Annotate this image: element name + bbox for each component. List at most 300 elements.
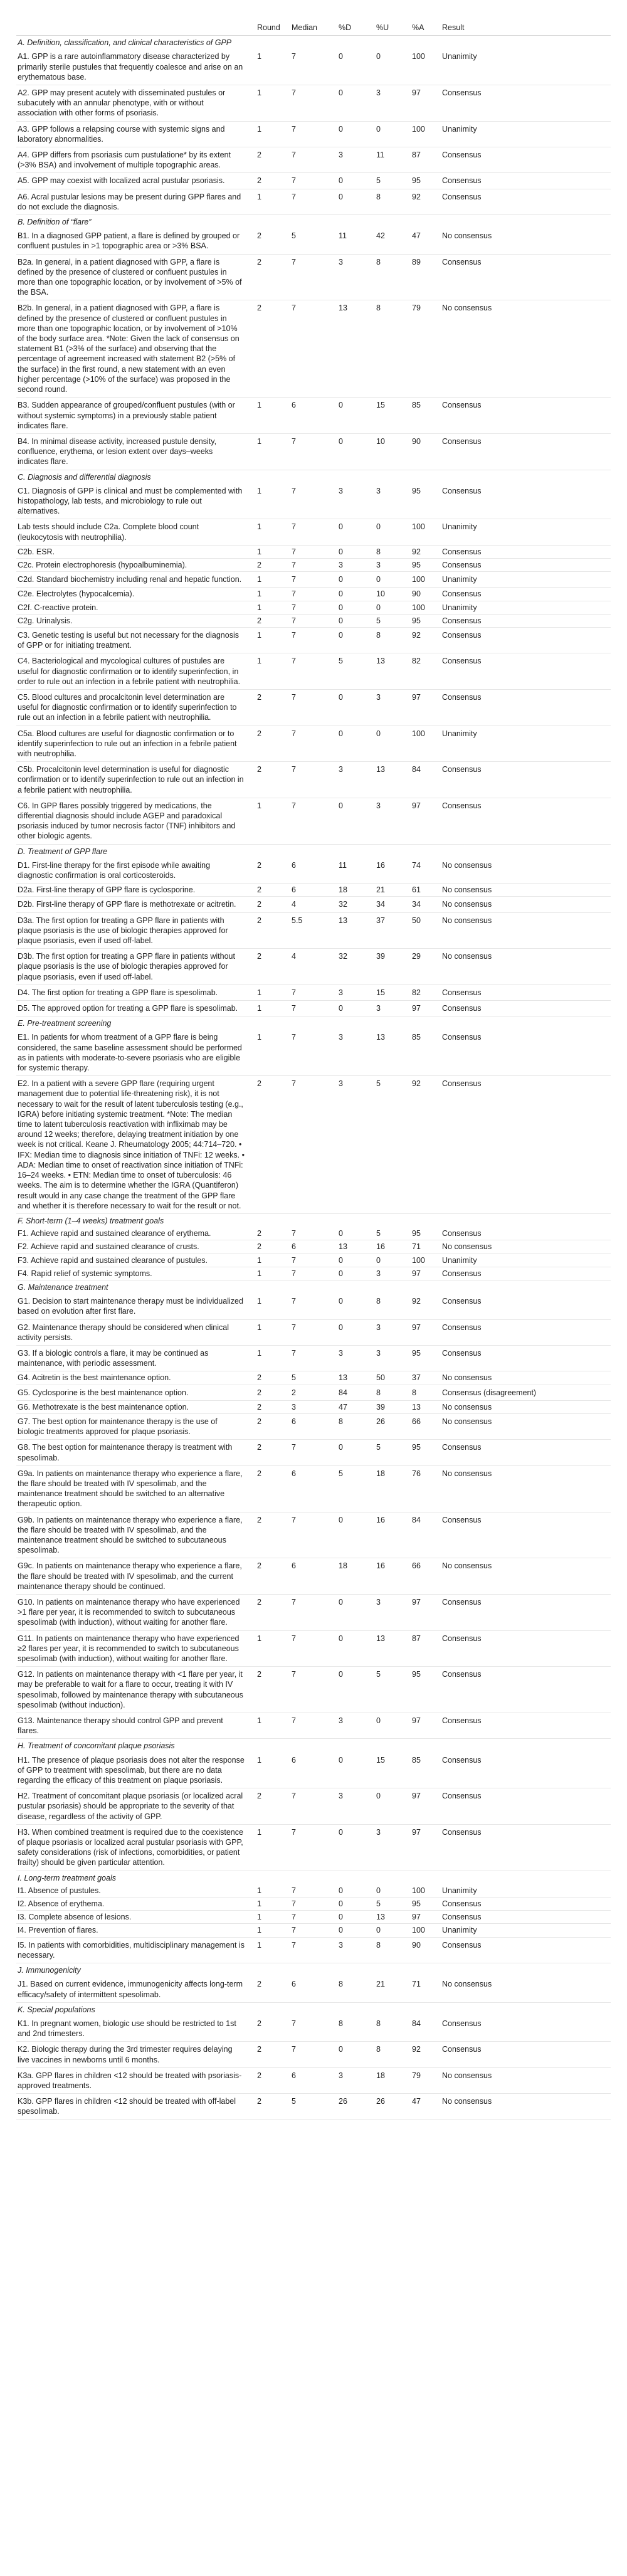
section-heading bbox=[16, 1280, 611, 1294]
disagree-cell: 13 bbox=[335, 912, 372, 949]
undecided-cell: 15 bbox=[372, 984, 408, 1000]
round-cell: 2 bbox=[253, 689, 288, 726]
agree-cell: 92 bbox=[408, 627, 438, 653]
result-cell: Consensus bbox=[438, 1595, 611, 1631]
table-row bbox=[16, 519, 611, 545]
median-cell: 5 bbox=[288, 228, 335, 254]
undecided-cell: 0 bbox=[372, 1788, 408, 1825]
agree-cell: 92 bbox=[408, 1294, 438, 1319]
table-row bbox=[16, 614, 611, 627]
round-cell: 1 bbox=[253, 1824, 288, 1871]
undecided-cell: 26 bbox=[372, 2094, 408, 2119]
section-title: B. Definition of “flare” bbox=[18, 218, 92, 227]
undecided-cell: 8 bbox=[372, 254, 408, 300]
agree-cell: 92 bbox=[408, 1076, 438, 1214]
result-cell: Consensus bbox=[438, 483, 611, 519]
statement-cell: C3. Genetic testing is useful but not necessary for the diagnosis of GPP or for initiating treatment. bbox=[16, 627, 253, 653]
table-row bbox=[16, 1030, 611, 1075]
undecided-cell: 3 bbox=[372, 1595, 408, 1631]
agree-cell: 87 bbox=[408, 1630, 438, 1667]
statement-cell: H1. The presence of plaque psoriasis does not alter the response of GPP to treatment with spesolimab, but there are no data regarding the efficacy of this treatment on plaque psoriasis. bbox=[16, 1753, 253, 1788]
round-cell: 1 bbox=[253, 1911, 288, 1924]
table-row bbox=[16, 398, 611, 434]
agree-cell: 97 bbox=[408, 798, 438, 844]
result-cell: Unanimity bbox=[438, 1884, 611, 1898]
disagree-cell: 0 bbox=[335, 1294, 372, 1319]
result-cell: Unanimity bbox=[438, 1924, 611, 1937]
median-cell: 7 bbox=[288, 121, 335, 147]
statement-cell: B2a. In general, in a patient diagnosed with GPP, a flare is defined by the presence of clustered or confluent pustules in more than one topographic location, or by involvement of >5% of the BSA. bbox=[16, 254, 253, 300]
table-row bbox=[16, 984, 611, 1000]
agree-cell: 97 bbox=[408, 689, 438, 726]
disagree-cell: 0 bbox=[335, 1898, 372, 1911]
median-cell: 7 bbox=[288, 173, 335, 189]
undecided-cell: 5 bbox=[372, 1440, 408, 1465]
disagree-cell: 0 bbox=[335, 1254, 372, 1267]
statement-cell: G8. The best option for maintenance therapy is treatment with spesolimab. bbox=[16, 1440, 253, 1465]
result-cell: Consensus bbox=[438, 1512, 611, 1558]
round-cell: 1 bbox=[253, 588, 288, 601]
median-cell: 6 bbox=[288, 1977, 335, 2002]
round-cell: 1 bbox=[253, 545, 288, 558]
disagree-cell: 18 bbox=[335, 884, 372, 897]
statement-cell: C4. Bacteriological and mycological cultures of pustules are useful for diagnostic confirmation or to identify superinfection, in order to rule out an infection in a febrile patient with neutrophilia. bbox=[16, 653, 253, 690]
round-cell: 1 bbox=[253, 49, 288, 85]
agree-cell: 79 bbox=[408, 2067, 438, 2093]
result-cell: Consensus bbox=[438, 653, 611, 690]
median-cell: 7 bbox=[288, 1924, 335, 1937]
section-heading bbox=[16, 36, 611, 50]
table-row bbox=[16, 1667, 611, 1713]
statement-cell: J1. Based on current evidence, immunogenicity affects long-term efficacy/safety of intermittent spesolimab. bbox=[16, 1977, 253, 2002]
section-title: A. Definition, classification, and clinical characteristics of GPP bbox=[18, 38, 232, 48]
disagree-cell: 0 bbox=[335, 2042, 372, 2067]
result-cell: Consensus bbox=[438, 1294, 611, 1319]
disagree-cell: 3 bbox=[335, 147, 372, 173]
undecided-cell: 5 bbox=[372, 1076, 408, 1214]
result-cell: No consensus bbox=[438, 858, 611, 884]
undecided-cell: 0 bbox=[372, 121, 408, 147]
table-row bbox=[16, 1512, 611, 1558]
undecided-cell: 0 bbox=[372, 1884, 408, 1898]
section-title: F. Short-term (1–4 weeks) treatment goals bbox=[18, 1216, 164, 1225]
table-row bbox=[16, 1465, 611, 1512]
median-cell: 7 bbox=[288, 1898, 335, 1911]
table-row bbox=[16, 1884, 611, 1898]
round-cell: 2 bbox=[253, 254, 288, 300]
agree-cell: 92 bbox=[408, 2042, 438, 2067]
agree-cell: 71 bbox=[408, 1240, 438, 1254]
agree-cell: 50 bbox=[408, 912, 438, 949]
result-cell: Consensus bbox=[438, 1753, 611, 1788]
section-title: J. Immunogenicity bbox=[18, 1966, 81, 1975]
table-row bbox=[16, 884, 611, 897]
result-cell: Consensus bbox=[438, 1001, 611, 1016]
statement-cell: C2c. Protein electrophoresis (hypoalbuminemia). bbox=[16, 558, 253, 571]
result-cell: Consensus bbox=[438, 433, 611, 470]
table-row bbox=[16, 2067, 611, 2093]
disagree-cell: 0 bbox=[335, 614, 372, 627]
round-cell: 2 bbox=[253, 1465, 288, 1512]
result-cell: Consensus bbox=[438, 1667, 611, 1713]
header-disagree: %D bbox=[335, 21, 372, 36]
section-heading bbox=[16, 1871, 611, 1884]
statement-cell: D2a. First-line therapy of GPP flare is cyclosporine. bbox=[16, 884, 253, 897]
statement-cell: D2b. First-line therapy of GPP flare is methotrexate or acitretin. bbox=[16, 897, 253, 912]
statement-cell: D3a. The first option for treating a GPP flare in patients with plaque psoriasis is the use of biologic therapies approved for plaque psoriasis, even if used off-label. bbox=[16, 912, 253, 949]
result-cell: Consensus bbox=[438, 1824, 611, 1871]
table-row bbox=[16, 1227, 611, 1240]
median-cell: 7 bbox=[288, 1630, 335, 1667]
disagree-cell: 3 bbox=[335, 558, 372, 571]
disagree-cell: 0 bbox=[335, 798, 372, 844]
result-cell: Unanimity bbox=[438, 572, 611, 588]
result-cell: Consensus bbox=[438, 798, 611, 844]
round-cell: 1 bbox=[253, 519, 288, 545]
median-cell: 7 bbox=[288, 614, 335, 627]
round-cell: 1 bbox=[253, 1713, 288, 1739]
table-body bbox=[16, 36, 611, 2119]
statement-cell: C5a. Blood cultures are useful for diagnostic confirmation or to identify superinfection to rule out an infection in a febrile patient with neutrophilia. bbox=[16, 726, 253, 762]
median-cell: 7 bbox=[288, 2016, 335, 2042]
round-cell: 1 bbox=[253, 1345, 288, 1371]
disagree-cell: 0 bbox=[335, 1319, 372, 1345]
median-cell: 3 bbox=[288, 1400, 335, 1413]
round-cell: 2 bbox=[253, 1788, 288, 1825]
statement-cell: G2. Maintenance therapy should be considered when clinical activity persists. bbox=[16, 1319, 253, 1345]
round-cell: 2 bbox=[253, 949, 288, 985]
disagree-cell: 0 bbox=[335, 1824, 372, 1871]
statement-cell: G7. The best option for maintenance therapy is the use of biologic treatments approved for plaque psoriasis. bbox=[16, 1413, 253, 1439]
result-cell: Consensus bbox=[438, 1319, 611, 1345]
statement-cell: G11. In patients on maintenance therapy who have experienced ≥2 flares per year, it is recommended to switch to subcutaneous spesolimab (with induction), without waiting for another flare. bbox=[16, 1630, 253, 1667]
disagree-cell: 8 bbox=[335, 1977, 372, 2002]
undecided-cell: 15 bbox=[372, 398, 408, 434]
statement-cell: C2e. Electrolytes (hypocalcemia). bbox=[16, 588, 253, 601]
round-cell: 1 bbox=[253, 1254, 288, 1267]
statement-cell: I4. Prevention of flares. bbox=[16, 1924, 253, 1937]
median-cell: 7 bbox=[288, 1076, 335, 1214]
disagree-cell: 0 bbox=[335, 545, 372, 558]
median-cell: 7 bbox=[288, 572, 335, 588]
round-cell: 1 bbox=[253, 1630, 288, 1667]
undecided-cell: 0 bbox=[372, 601, 408, 614]
result-cell: Consensus bbox=[438, 1345, 611, 1371]
undecided-cell: 8 bbox=[372, 2042, 408, 2067]
median-cell: 7 bbox=[288, 627, 335, 653]
median-cell: 7 bbox=[288, 1937, 335, 1963]
undecided-cell: 3 bbox=[372, 689, 408, 726]
disagree-cell: 47 bbox=[335, 1400, 372, 1413]
result-cell: Consensus bbox=[438, 1911, 611, 1924]
table-row bbox=[16, 572, 611, 588]
section-title: H. Treatment of concomitant plaque psoriasis bbox=[18, 1741, 175, 1751]
disagree-cell: 11 bbox=[335, 228, 372, 254]
disagree-cell: 3 bbox=[335, 254, 372, 300]
agree-cell: 97 bbox=[408, 1824, 438, 1871]
statement-cell: A5. GPP may coexist with localized acral pustular psoriasis. bbox=[16, 173, 253, 189]
agree-cell: 95 bbox=[408, 1345, 438, 1371]
round-cell: 2 bbox=[253, 897, 288, 912]
undecided-cell: 0 bbox=[372, 1713, 408, 1739]
statement-cell: D3b. The first option for treating a GPP flare in patients without plaque psoriasis is the use of biologic therapies approved for plaque psoriasis, even if used off-label. bbox=[16, 949, 253, 985]
disagree-cell: 11 bbox=[335, 858, 372, 884]
disagree-cell: 0 bbox=[335, 627, 372, 653]
median-cell: 6 bbox=[288, 398, 335, 434]
header-round: Round bbox=[253, 21, 288, 36]
table-row bbox=[16, 545, 611, 558]
median-cell: 6 bbox=[288, 1240, 335, 1254]
disagree-cell: 5 bbox=[335, 653, 372, 690]
round-cell: 2 bbox=[253, 614, 288, 627]
statement-cell: G3. If a biologic controls a flare, it may be continued as maintenance, with periodic assessment. bbox=[16, 1345, 253, 1371]
result-cell: Consensus bbox=[438, 1898, 611, 1911]
section-title: D. Treatment of GPP flare bbox=[18, 847, 108, 856]
disagree-cell: 0 bbox=[335, 689, 372, 726]
agree-cell: 97 bbox=[408, 1788, 438, 1825]
undecided-cell: 0 bbox=[372, 572, 408, 588]
statement-cell: G9c. In patients on maintenance therapy who experience a flare, the flare should be treated with IV spesolimab, and the current maintenance therapy should be continued. bbox=[16, 1558, 253, 1595]
statement-cell: C2b. ESR. bbox=[16, 545, 253, 558]
round-cell: 2 bbox=[253, 1558, 288, 1595]
agree-cell: 47 bbox=[408, 2094, 438, 2119]
section-title: E. Pre-treatment screening bbox=[18, 1019, 112, 1028]
header-undecided: %U bbox=[372, 21, 408, 36]
round-cell: 2 bbox=[253, 1227, 288, 1240]
disagree-cell: 0 bbox=[335, 601, 372, 614]
header-result: Result bbox=[438, 21, 611, 36]
round-cell: 2 bbox=[253, 1240, 288, 1254]
result-cell: Consensus bbox=[438, 1227, 611, 1240]
agree-cell: 76 bbox=[408, 1465, 438, 1512]
round-cell: 2 bbox=[253, 1512, 288, 1558]
result-cell: Consensus bbox=[438, 984, 611, 1000]
round-cell: 1 bbox=[253, 1267, 288, 1280]
statement-cell: E2. In a patient with a severe GPP flare (requiring urgent management due to potential life-threatening risk), it is not necessary to wait for the result of latent tuberculosis testing (e.g., IGRA) before initiating systemic treatment. *Note: The median time to latent tuberculosis reactivation with infliximab may be around 12 weeks; therefore, delaying treatment initiation by one week is not critical. Keane J. Rheumatology 2005; 44:714–720. • IFX: Median time to diagnosis since initiation of TNFi: 12 weeks. • ADA: Median time to onset of reactivation since initiation of TNFi: 16–24 weeks. • ETN: Median time to onset of tuberculosis: 46 weeks. The aim is to determine whether the IGRA (Quantiferon) result would in any case change the treatment of the GPP flare and whether it is therefore necessary to wait for the result or not. bbox=[16, 1076, 253, 1214]
agree-cell: 82 bbox=[408, 653, 438, 690]
disagree-cell: 26 bbox=[335, 2094, 372, 2119]
agree-cell: 100 bbox=[408, 601, 438, 614]
result-cell: Consensus bbox=[438, 254, 611, 300]
undecided-cell: 0 bbox=[372, 1924, 408, 1937]
statement-cell: D5. The approved option for treating a GPP flare is spesolimab. bbox=[16, 1001, 253, 1016]
result-cell: No consensus bbox=[438, 1465, 611, 1512]
result-cell: No consensus bbox=[438, 1413, 611, 1439]
disagree-cell: 84 bbox=[335, 1385, 372, 1400]
undecided-cell: 0 bbox=[372, 49, 408, 85]
result-cell: Consensus bbox=[438, 558, 611, 571]
disagree-cell: 0 bbox=[335, 1667, 372, 1713]
agree-cell: 61 bbox=[408, 884, 438, 897]
agree-cell: 90 bbox=[408, 588, 438, 601]
table-row bbox=[16, 85, 611, 122]
agree-cell: 71 bbox=[408, 1977, 438, 2002]
round-cell: 1 bbox=[253, 1884, 288, 1898]
statement-cell: A6. Acral pustular lesions may be present during GPP flares and do not exclude the diagnosis. bbox=[16, 189, 253, 214]
median-cell: 7 bbox=[288, 519, 335, 545]
table-row bbox=[16, 49, 611, 85]
statement-cell: B1. In a diagnosed GPP patient, a flare is defined by grouped or confluent pustules in >1 topographic area or >3% BSA. bbox=[16, 228, 253, 254]
agree-cell: 84 bbox=[408, 762, 438, 798]
median-cell: 7 bbox=[288, 1001, 335, 1016]
statement-cell: C5. Blood cultures and procalcitonin level determination are useful for diagnostic confirmation or to identify superinfection to rule out an infection in a febrile patient with neutrophilia. bbox=[16, 689, 253, 726]
median-cell: 7 bbox=[288, 545, 335, 558]
table-row bbox=[16, 1385, 611, 1400]
table-row bbox=[16, 1294, 611, 1319]
disagree-cell: 0 bbox=[335, 49, 372, 85]
undecided-cell: 13 bbox=[372, 1630, 408, 1667]
table-row bbox=[16, 1788, 611, 1825]
section-heading bbox=[16, 1016, 611, 1030]
table-row bbox=[16, 798, 611, 844]
result-cell: No consensus bbox=[438, 1371, 611, 1385]
undecided-cell: 8 bbox=[372, 1294, 408, 1319]
undecided-cell: 21 bbox=[372, 1977, 408, 2002]
undecided-cell: 13 bbox=[372, 653, 408, 690]
statement-cell: A3. GPP follows a relapsing course with systemic signs and laboratory abnormalities. bbox=[16, 121, 253, 147]
agree-cell: 97 bbox=[408, 1713, 438, 1739]
median-cell: 7 bbox=[288, 300, 335, 398]
median-cell: 7 bbox=[288, 189, 335, 214]
result-cell: Consensus bbox=[438, 1076, 611, 1214]
median-cell: 7 bbox=[288, 1824, 335, 1871]
table-row bbox=[16, 1254, 611, 1267]
statement-cell: K3b. GPP flares in children <12 should be treated with off-label spesolimab. bbox=[16, 2094, 253, 2119]
result-cell: Consensus bbox=[438, 189, 611, 214]
undecided-cell: 11 bbox=[372, 147, 408, 173]
statement-cell: G10. In patients on maintenance therapy who have experienced >1 flare per year, it is recommended to switch to subcutaneous spesolimab (with induction), without waiting for another flare. bbox=[16, 1595, 253, 1631]
median-cell: 7 bbox=[288, 1267, 335, 1280]
median-cell: 7 bbox=[288, 1595, 335, 1631]
result-cell: Unanimity bbox=[438, 601, 611, 614]
agree-cell: 97 bbox=[408, 1595, 438, 1631]
table-row bbox=[16, 228, 611, 254]
statement-cell: C1. Diagnosis of GPP is clinical and must be complemented with histopathology, lab tests, and microbiology to rule out alternatives. bbox=[16, 483, 253, 519]
disagree-cell: 5 bbox=[335, 1465, 372, 1512]
median-cell: 7 bbox=[288, 1294, 335, 1319]
round-cell: 1 bbox=[253, 572, 288, 588]
statement-cell: I5. In patients with comorbidities, multidisciplinary management is necessary. bbox=[16, 1937, 253, 1963]
undecided-cell: 34 bbox=[372, 897, 408, 912]
disagree-cell: 0 bbox=[335, 1753, 372, 1788]
round-cell: 1 bbox=[253, 483, 288, 519]
undecided-cell: 5 bbox=[372, 614, 408, 627]
table-row bbox=[16, 1713, 611, 1739]
section-title: C. Diagnosis and differential diagnosis bbox=[18, 472, 151, 482]
agree-cell: 85 bbox=[408, 398, 438, 434]
disagree-cell: 8 bbox=[335, 2016, 372, 2042]
round-cell: 2 bbox=[253, 1595, 288, 1631]
undecided-cell: 3 bbox=[372, 483, 408, 519]
disagree-cell: 0 bbox=[335, 1911, 372, 1924]
median-cell: 7 bbox=[288, 254, 335, 300]
result-cell: Consensus bbox=[438, 545, 611, 558]
round-cell: 2 bbox=[253, 1371, 288, 1385]
agree-cell: 66 bbox=[408, 1558, 438, 1595]
table-row bbox=[16, 1753, 611, 1788]
median-cell: 7 bbox=[288, 1713, 335, 1739]
statement-cell: B4. In minimal disease activity, increased pustule density, confluence, erythema, or lesion extent over days–weeks indicates flare. bbox=[16, 433, 253, 470]
disagree-cell: 0 bbox=[335, 1512, 372, 1558]
undecided-cell: 3 bbox=[372, 1345, 408, 1371]
table-row bbox=[16, 300, 611, 398]
median-cell: 7 bbox=[288, 984, 335, 1000]
disagree-cell: 13 bbox=[335, 300, 372, 398]
result-cell: No consensus bbox=[438, 949, 611, 985]
median-cell: 7 bbox=[288, 1667, 335, 1713]
statement-cell: E1. In patients for whom treatment of a GPP flare is being considered, the same baseline assessment should be performed as in patients with moderate-to-severe psoriasis who are eligible for systemic therapy. bbox=[16, 1030, 253, 1075]
result-cell: No consensus bbox=[438, 1400, 611, 1413]
round-cell: 2 bbox=[253, 762, 288, 798]
header-statement bbox=[16, 21, 253, 36]
table-row bbox=[16, 897, 611, 912]
undecided-cell: 8 bbox=[372, 545, 408, 558]
undecided-cell: 5 bbox=[372, 173, 408, 189]
agree-cell: 100 bbox=[408, 1924, 438, 1937]
disagree-cell: 0 bbox=[335, 189, 372, 214]
table-row bbox=[16, 1898, 611, 1911]
median-cell: 5.5 bbox=[288, 912, 335, 949]
agree-cell: 100 bbox=[408, 519, 438, 545]
table-row bbox=[16, 1319, 611, 1345]
result-cell: No consensus bbox=[438, 897, 611, 912]
median-cell: 7 bbox=[288, 1440, 335, 1465]
result-cell: Consensus (disagreement) bbox=[438, 1385, 611, 1400]
section-heading bbox=[16, 844, 611, 858]
round-cell: 2 bbox=[253, 173, 288, 189]
undecided-cell: 0 bbox=[372, 519, 408, 545]
disagree-cell: 32 bbox=[335, 897, 372, 912]
median-cell: 7 bbox=[288, 653, 335, 690]
agree-cell: 29 bbox=[408, 949, 438, 985]
disagree-cell: 3 bbox=[335, 1345, 372, 1371]
median-cell: 7 bbox=[288, 85, 335, 122]
round-cell: 2 bbox=[253, 2067, 288, 2093]
round-cell: 1 bbox=[253, 433, 288, 470]
disagree-cell: 3 bbox=[335, 1030, 372, 1075]
result-cell: Consensus bbox=[438, 1030, 611, 1075]
undecided-cell: 0 bbox=[372, 726, 408, 762]
undecided-cell: 3 bbox=[372, 1001, 408, 1016]
disagree-cell: 0 bbox=[335, 398, 372, 434]
agree-cell: 90 bbox=[408, 433, 438, 470]
table-row bbox=[16, 1558, 611, 1595]
table-row bbox=[16, 1267, 611, 1280]
undecided-cell: 5 bbox=[372, 1227, 408, 1240]
round-cell: 1 bbox=[253, 798, 288, 844]
disagree-cell: 0 bbox=[335, 1630, 372, 1667]
round-cell: 1 bbox=[253, 1924, 288, 1937]
median-cell: 7 bbox=[288, 1884, 335, 1898]
statement-cell: G4. Acitretin is the best maintenance option. bbox=[16, 1371, 253, 1385]
disagree-cell: 3 bbox=[335, 984, 372, 1000]
undecided-cell: 16 bbox=[372, 1512, 408, 1558]
round-cell: 1 bbox=[253, 653, 288, 690]
round-cell: 2 bbox=[253, 858, 288, 884]
round-cell: 1 bbox=[253, 1937, 288, 1963]
agree-cell: 100 bbox=[408, 1254, 438, 1267]
disagree-cell: 0 bbox=[335, 588, 372, 601]
table-row bbox=[16, 1924, 611, 1937]
statement-cell: F2. Achieve rapid and sustained clearance of crusts. bbox=[16, 1240, 253, 1254]
undecided-cell: 0 bbox=[372, 1254, 408, 1267]
disagree-cell: 0 bbox=[335, 572, 372, 588]
median-cell: 4 bbox=[288, 897, 335, 912]
median-cell: 7 bbox=[288, 1911, 335, 1924]
result-cell: Consensus bbox=[438, 588, 611, 601]
statement-cell: K2. Biologic therapy during the 3rd trimester requires delaying live vaccines in newborns until 6 months. bbox=[16, 2042, 253, 2067]
table-row bbox=[16, 653, 611, 690]
